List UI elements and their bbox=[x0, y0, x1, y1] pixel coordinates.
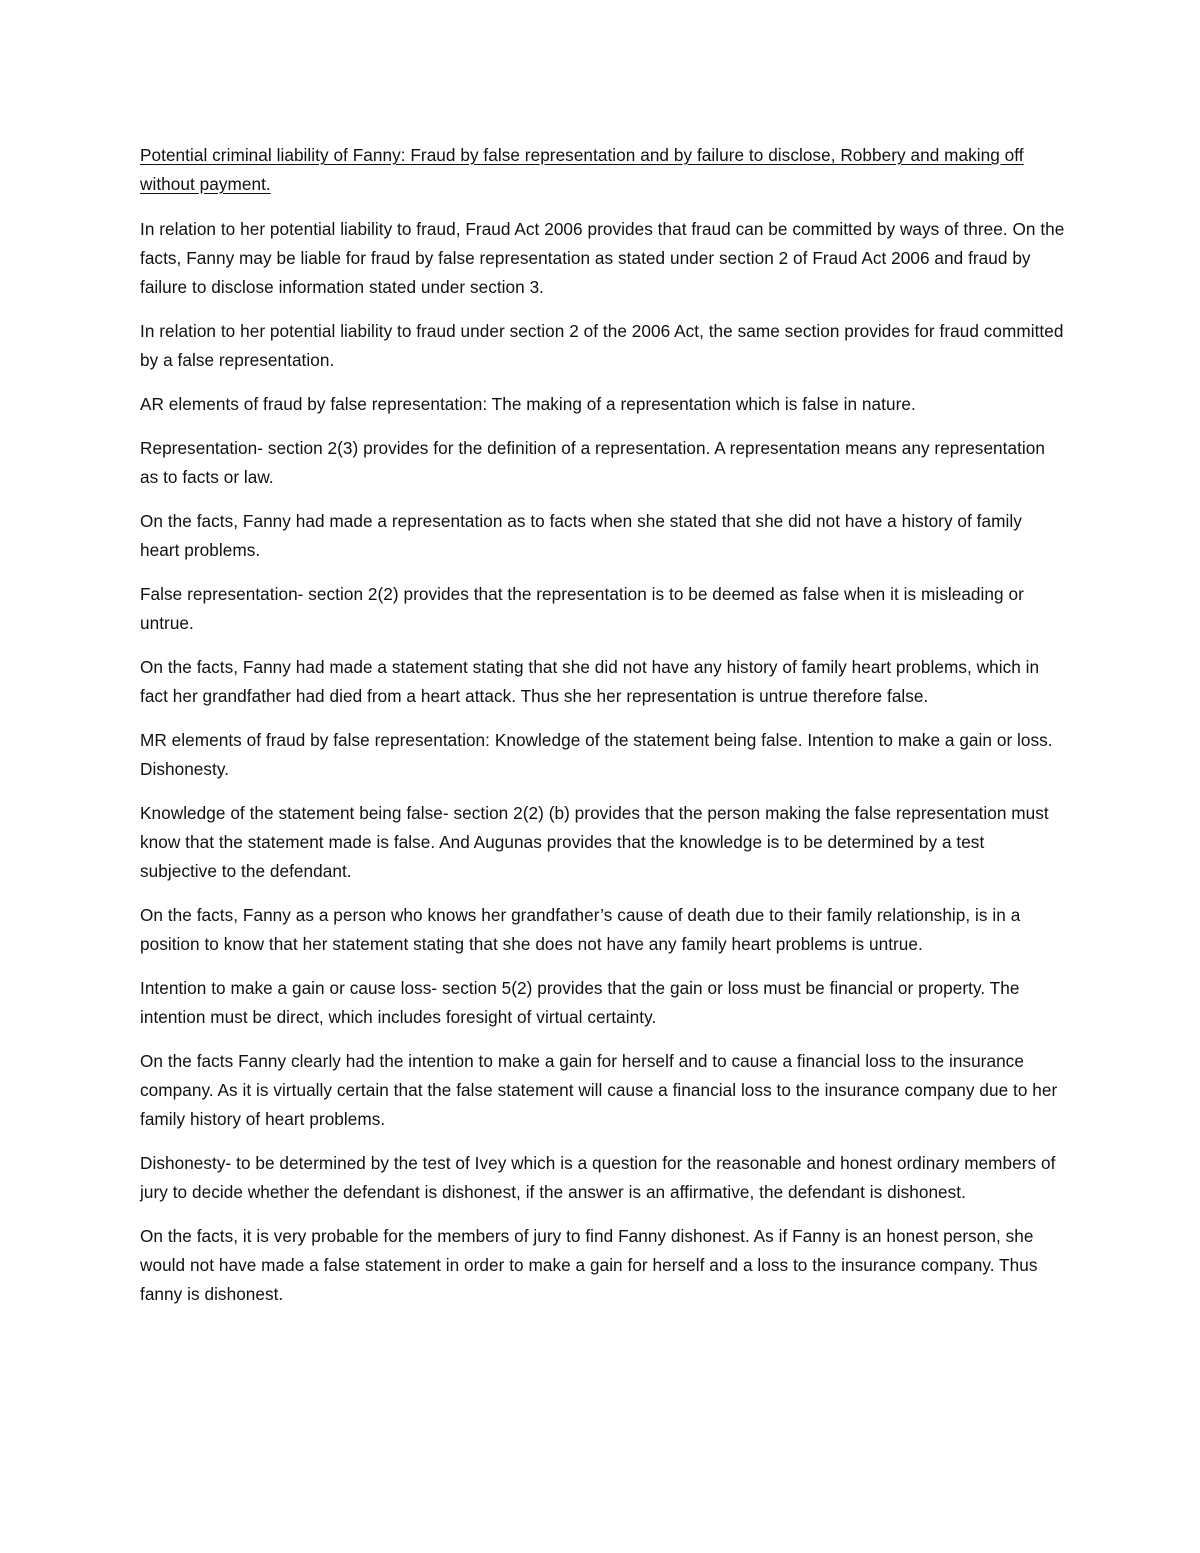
paragraph-ar-elements: AR elements of fraud by false representation: The making of a representation which is false in nature. bbox=[140, 394, 916, 414]
paragraph-intention-facts: On the facts Fanny clearly had the intention to make a gain for herself and to cause a financial loss to the insurance company. As it is virtually certain that the false statement will cause a financial loss to the insurance company due to her family history of heart problems. bbox=[140, 1051, 1058, 1129]
paragraph-fraud-act-overview: In relation to her potential liability to fraud, Fraud Act 2006 provides that fraud can be committed by ways of three. On the facts, Fanny may be liable for fraud by false representation as stated under section 2 of Fraud Act 2006 and fraud by failure to disclose information stated under section 3. bbox=[140, 219, 1065, 297]
paragraph-knowledge-facts: On the facts, Fanny as a person who knows her grandfather’s cause of death due to their family relationship, is in a position to know that her statement stating that she does not have any family heart problems is untrue. bbox=[140, 905, 1021, 954]
paragraph-false-representation: False representation- section 2(2) provides that the representation is to be deemed as false when it is misleading or untrue. bbox=[140, 584, 1024, 633]
paragraph-representation-facts: On the facts, Fanny had made a representation as to facts when she stated that she did not have a history of family heart problems. bbox=[140, 511, 1022, 560]
paragraph-dishonesty-facts: On the facts, it is very probable for the members of jury to find Fanny dishonest. As if Fanny is an honest person, she would not have made a false statement in order to make a gain for herself and a loss to the insurance company. Thus fanny is dishonest. bbox=[140, 1226, 1038, 1304]
paragraph-representation-definition: Representation- section 2(3) provides for the definition of a representation. A representation means any representation as to facts or law. bbox=[140, 438, 1046, 487]
paragraph-knowledge-false: Knowledge of the statement being false- section 2(2) (b) provides that the person making the false representation must know that the statement made is false. And Augunas provides that the knowledge is to be determined by a test subjective to the defendant. bbox=[140, 803, 1049, 881]
paragraph-intention-gain-loss: Intention to make a gain or cause loss- section 5(2) provides that the gain or loss must be financial or property. The intention must be direct, which includes foresight of virtual certainty. bbox=[140, 978, 1020, 1027]
paragraph-section-2-intro: In relation to her potential liability to fraud under section 2 of the 2006 Act, the same section provides for fraud committed by a false representation. bbox=[140, 321, 1064, 370]
document-heading: Potential criminal liability of Fanny: Fraud by false representation and by failure to disclose, Robbery and making off without payment. bbox=[140, 145, 1024, 194]
document-body bbox=[140, 141, 1065, 1324]
paragraph-false-representation-facts: On the facts, Fanny had made a statement stating that she did not have any history of family heart problems, which in fact her grandfather had died from a heart attack. Thus she her representation is untrue therefore false. bbox=[140, 657, 1040, 706]
paragraph-mr-elements: MR elements of fraud by false representation: Knowledge of the statement being false. Intention to make a gain or loss. Dishonesty. bbox=[140, 730, 1053, 779]
paragraph-dishonesty-test: Dishonesty- to be determined by the test of Ivey which is a question for the reasonable and honest ordinary members of jury to decide whether the defendant is dishonest, if the answer is an affirmative, the defendant is dishonest. bbox=[140, 1153, 1056, 1202]
